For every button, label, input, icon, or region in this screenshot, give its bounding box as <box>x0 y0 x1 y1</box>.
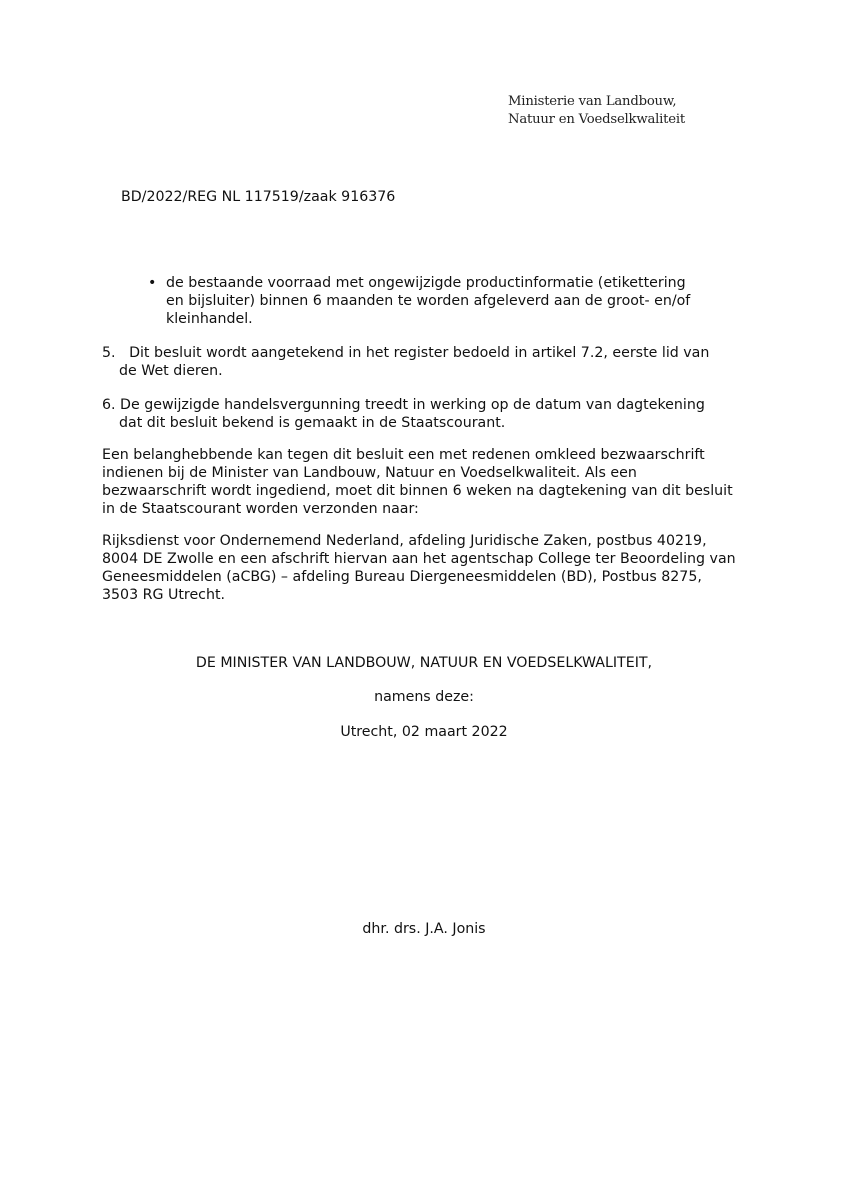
numbered-item-5 <box>102 344 762 380</box>
address-paragraph <box>102 532 782 604</box>
bullet-line: de bestaande voorraad met ongewijzigde productinformatie (etikettering <box>166 275 686 291</box>
on-behalf-text: namens deze: <box>374 689 474 705</box>
bullet-line: kleinhandel. <box>166 311 253 327</box>
item6-line2: dat dit besluit bekend is gemaakt in de Staatscourant. <box>119 415 506 431</box>
ministry-logo-text <box>508 93 685 129</box>
address-line: 3503 RG Utrecht. <box>102 587 226 603</box>
objection-line: Een belanghebbende kan tegen dit besluit een met redenen omkleed bezwaarschrift <box>102 447 705 463</box>
minister-title: DE MINISTER VAN LANDBOUW, NATUUR EN VOEDSELKWALITEIT, <box>195 655 653 671</box>
objection-paragraph <box>102 446 782 518</box>
ministry-name-line1: Ministerie van Landbouw, <box>508 94 677 109</box>
ministry-name-line2: Natuur en Voedselkwaliteit <box>508 112 685 127</box>
objection-line: in de Staatscourant worden verzonden naar: <box>102 501 419 517</box>
address-line: Geneesmiddelen (aCBG) – afdeling Bureau Diergeneesmiddelen (BD), Postbus 8275, <box>102 569 702 585</box>
item5-line1: 5. Dit besluit wordt aangetekend in het register bedoeld in artikel 7.2, eerste lid van <box>102 345 710 361</box>
bullet-item <box>148 274 748 328</box>
bullet-line: en bijsluiter) binnen 6 maanden te worden afgeleverd aan de groot- en/of <box>166 293 691 309</box>
objection-line: indienen bij de Minister van Landbouw, Natuur en Voedselkwaliteit. Als een <box>102 465 637 481</box>
bullet-icon: • <box>148 275 157 291</box>
item5-line2: de Wet dieren. <box>119 363 223 379</box>
address-line: 8004 DE Zwolle en een afschrift hiervan aan het agentschap College ter Beoordeling van <box>102 551 736 567</box>
numbered-item-6 <box>102 396 762 432</box>
place-date: Utrecht, 02 maart 2022 <box>340 724 508 740</box>
reference-number: BD/2022/REG NL 117519/zaak 916376 <box>121 189 396 205</box>
address-line: Rijksdienst voor Ondernemend Nederland, afdeling Juridische Zaken, postbus 40219, <box>102 533 707 549</box>
objection-line: bezwaarschrift wordt ingediend, moet dit binnen 6 weken na dagtekening van dit besluit <box>102 483 733 499</box>
item6-line1: 6. De gewijzigde handelsvergunning treedt in werking op de datum van dagtekening <box>102 397 705 413</box>
signatory-name: dhr. drs. J.A. Jonis <box>362 921 486 937</box>
